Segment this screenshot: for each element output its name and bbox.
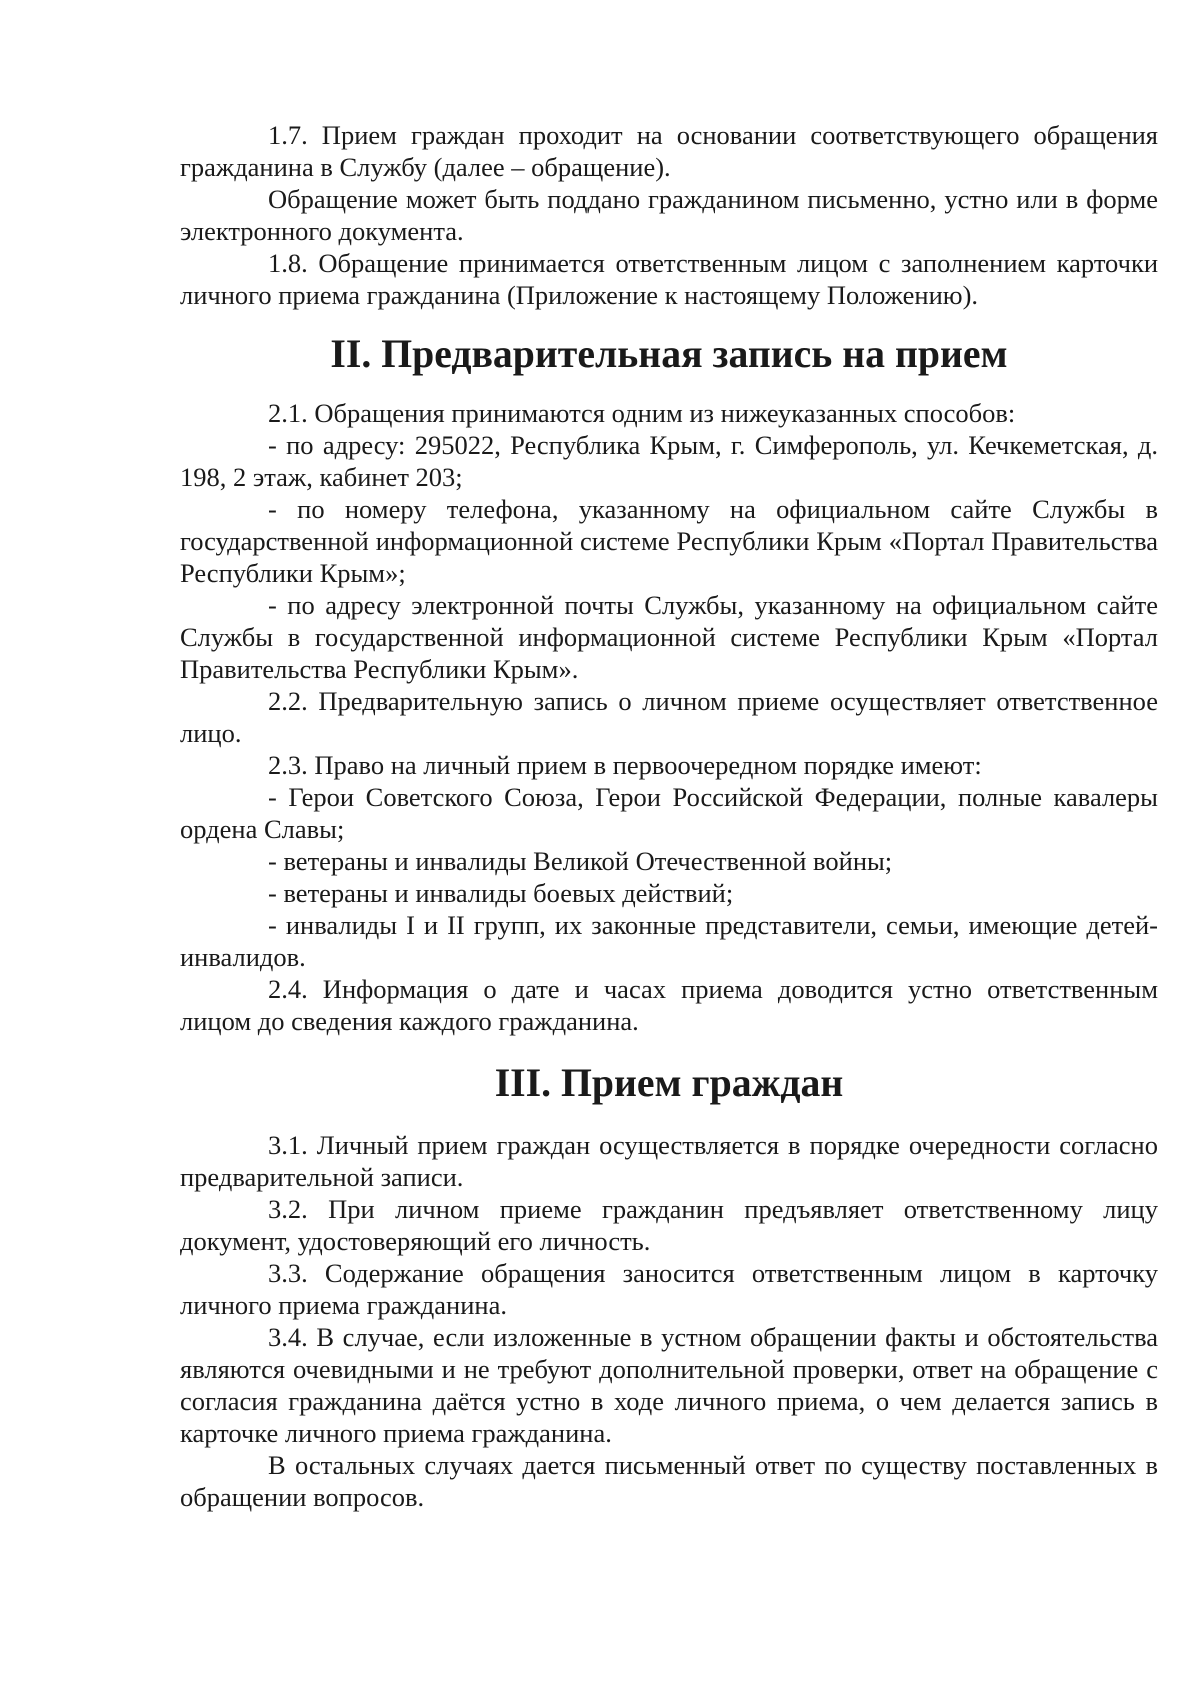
paragraph-1-8: 1.8. Обращение принимается ответственным лицом с заполнением карточки личного приема гражданина (Приложение к настоящему Положению).	[180, 248, 1158, 310]
paragraph-2-4: 2.4. Информация о дате и часах приема доводится устно ответственным лицом до сведения каждого гражданина.	[180, 974, 1158, 1036]
list-item-combat-veterans: - ветераны и инвалиды боевых действий;	[268, 878, 734, 908]
paragraph-2-3: 2.3. Право на личный прием в первоочередном порядке имеют:	[268, 750, 982, 780]
list-item-email: - по адресу электронной почты Службы, указанному на официальном сайте Службы в государственной информационной системе Республики Крым «Портал Правительства Республики Крым».	[180, 590, 1158, 684]
paragraph-appeal-forms: Обращение может быть поддано гражданином письменно, устно или в форме электронного документа.	[180, 184, 1158, 246]
paragraph-2-2: 2.2. Предварительную запись о личном приеме осуществляет ответственное лицо.	[180, 686, 1158, 748]
list-item-address: - по адресу: 295022, Республика Крым, г. Симферополь, ул. Кечкеметская, д. 198, 2 этаж, кабинет 203;	[180, 430, 1158, 492]
paragraph-3-1: 3.1. Личный прием граждан осуществляется в порядке очередности согласно предварительной записи.	[180, 1130, 1158, 1192]
list-item-disabled-groups: - инвалиды I и II групп, их законные представители, семьи, имеющие детей-инвалидов.	[180, 910, 1158, 972]
list-item-wwii-veterans: - ветераны и инвалиды Великой Отечественной войны;	[268, 846, 893, 876]
paragraph-2-1: 2.1. Обращения принимаются одним из нижеуказанных способов:	[268, 398, 1016, 428]
list-item-heroes: - Герои Советского Союза, Герои Российской Федерации, полные кавалеры ордена Славы;	[180, 782, 1158, 844]
paragraph-3-2: 3.2. При личном приеме гражданин предъявляет ответственному лицу документ, удостоверяющий его личность.	[180, 1194, 1158, 1256]
document-body	[180, 119, 1158, 1513]
paragraph-3-3: 3.3. Содержание обращения заносится ответственным лицом в карточку личного приема гражданина.	[180, 1258, 1158, 1320]
paragraph-1-7: 1.7. Прием граждан проходит на основании соответствующего обращения гражданина в Службу (далее – обращение).	[180, 120, 1158, 182]
section-heading-reception: III. Прием граждан	[494, 1061, 844, 1105]
section-heading-preliminary-registration: II. Предварительная запись на прием	[330, 332, 1008, 376]
list-item-phone: - по номеру телефона, указанному на официальном сайте Службы в государственной информационной системе Республики Крым «Портал Правительства Республики Крым»;	[180, 494, 1158, 588]
paragraph-3-4: 3.4. В случае, если изложенные в устном обращении факты и обстоятельства являются очевидными и не требуют дополнительной проверки, ответ на обращение с согласия гражданина даётся устно в ходе личного приема, о чем делается запись в карточке личного приема гражданина.	[180, 1322, 1158, 1448]
paragraph-written-response: В остальных случаях дается письменный ответ по существу поставленных в обращении вопросов.	[180, 1450, 1158, 1512]
